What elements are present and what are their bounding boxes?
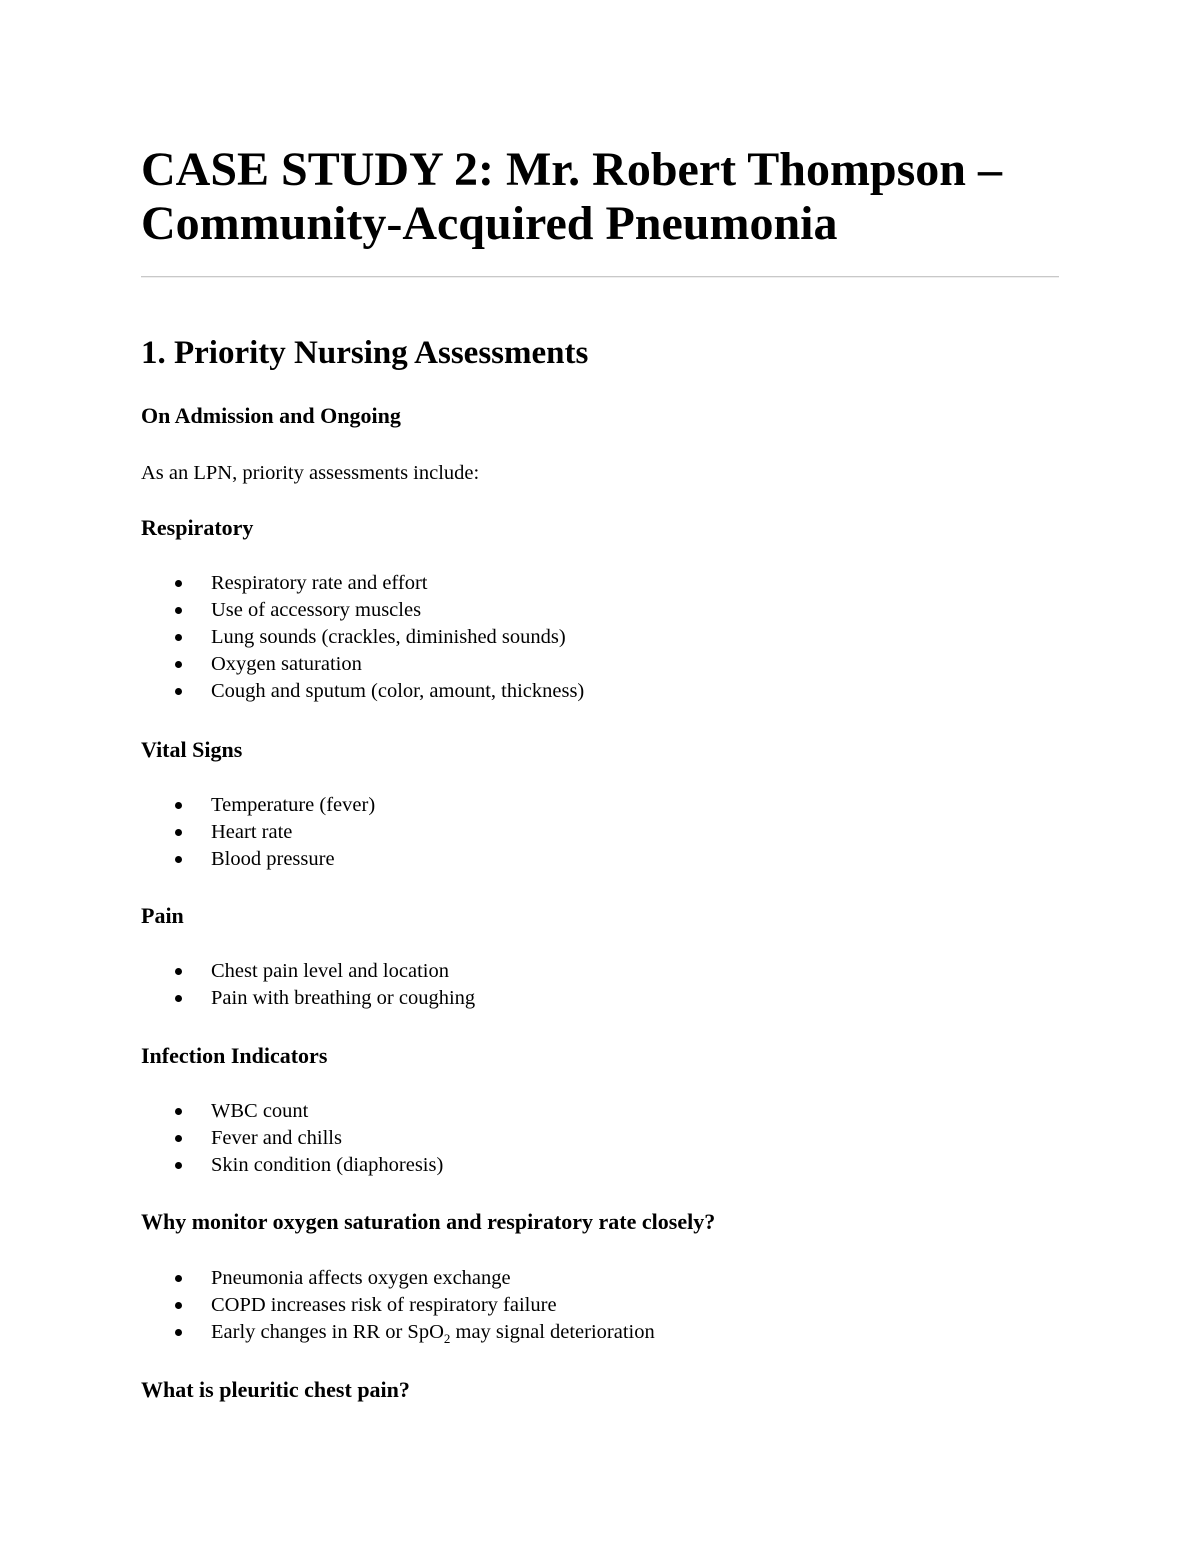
- bullet-icon: [175, 634, 182, 641]
- bullet-icon: [175, 607, 182, 614]
- list-item: Chest pain level and location: [141, 958, 475, 985]
- list-item: Lung sounds (crackles, diminished sounds): [141, 624, 584, 651]
- bullet-list-why-monitor: [141, 1265, 655, 1346]
- bullet-icon: [175, 995, 182, 1002]
- question-heading-pleuritic: What is pleuritic chest pain?: [141, 1377, 410, 1402]
- list-item: Fever and chills: [141, 1125, 443, 1152]
- group-heading-respiratory: Respiratory: [141, 515, 254, 540]
- group-heading-infection-indicators: Infection Indicators: [141, 1043, 328, 1068]
- list-item: Respiratory rate and effort: [141, 570, 584, 597]
- list-item: Pneumonia affects oxygen exchange: [141, 1265, 655, 1292]
- bullet-icon: [175, 661, 182, 668]
- question-heading-why-monitor: Why monitor oxygen saturation and respiratory rate closely?: [141, 1209, 716, 1234]
- bullet-list-pain: [141, 958, 475, 1012]
- list-item: Oxygen saturation: [141, 651, 584, 678]
- group-heading-pain: Pain: [141, 903, 184, 928]
- subheading-admission-ongoing: On Admission and Ongoing: [141, 403, 401, 428]
- bullet-icon: [175, 1329, 182, 1336]
- section-heading-priority-assessments: 1. Priority Nursing Assessments: [141, 335, 589, 371]
- list-item: Pain with breathing or coughing: [141, 985, 475, 1012]
- bullet-list-respiratory: [141, 570, 584, 705]
- list-item: Heart rate: [141, 819, 375, 846]
- list-item: Skin condition (diaphoresis): [141, 1152, 443, 1179]
- bullet-icon: [175, 688, 182, 695]
- bullet-icon: [175, 1275, 182, 1282]
- bullet-icon: [175, 580, 182, 587]
- group-heading-vital-signs: Vital Signs: [141, 737, 243, 762]
- intro-paragraph: As an LPN, priority assessments include:: [141, 462, 480, 484]
- bullet-icon: [175, 802, 182, 809]
- bullet-icon: [175, 1302, 182, 1309]
- bullet-icon: [175, 856, 182, 863]
- list-item: WBC count: [141, 1098, 443, 1125]
- bullet-list-vital-signs: [141, 792, 375, 873]
- list-item: Blood pressure: [141, 846, 375, 873]
- list-item: Early changes in RR or SpO$_2$ may signal deterioration: [141, 1319, 655, 1346]
- list-item: Temperature (fever): [141, 792, 375, 819]
- bullet-icon: [175, 1162, 182, 1169]
- list-item: COPD increases risk of respiratory failure: [141, 1292, 655, 1319]
- bullet-icon: [175, 1135, 182, 1142]
- bullet-icon: [175, 1108, 182, 1115]
- subscript-two: 2: [443, 1331, 451, 1347]
- document-title: CASE STUDY 2: Mr. Robert Thompson – Community-Acquired Pneumonia: [141, 143, 1002, 250]
- bullet-icon: [175, 829, 182, 836]
- horizontal-rule: [141, 276, 1059, 278]
- bullet-list-infection-indicators: [141, 1098, 443, 1179]
- list-item: Use of accessory muscles: [141, 597, 584, 624]
- list-item: Cough and sputum (color, amount, thickness): [141, 678, 584, 705]
- bullet-icon: [175, 968, 182, 975]
